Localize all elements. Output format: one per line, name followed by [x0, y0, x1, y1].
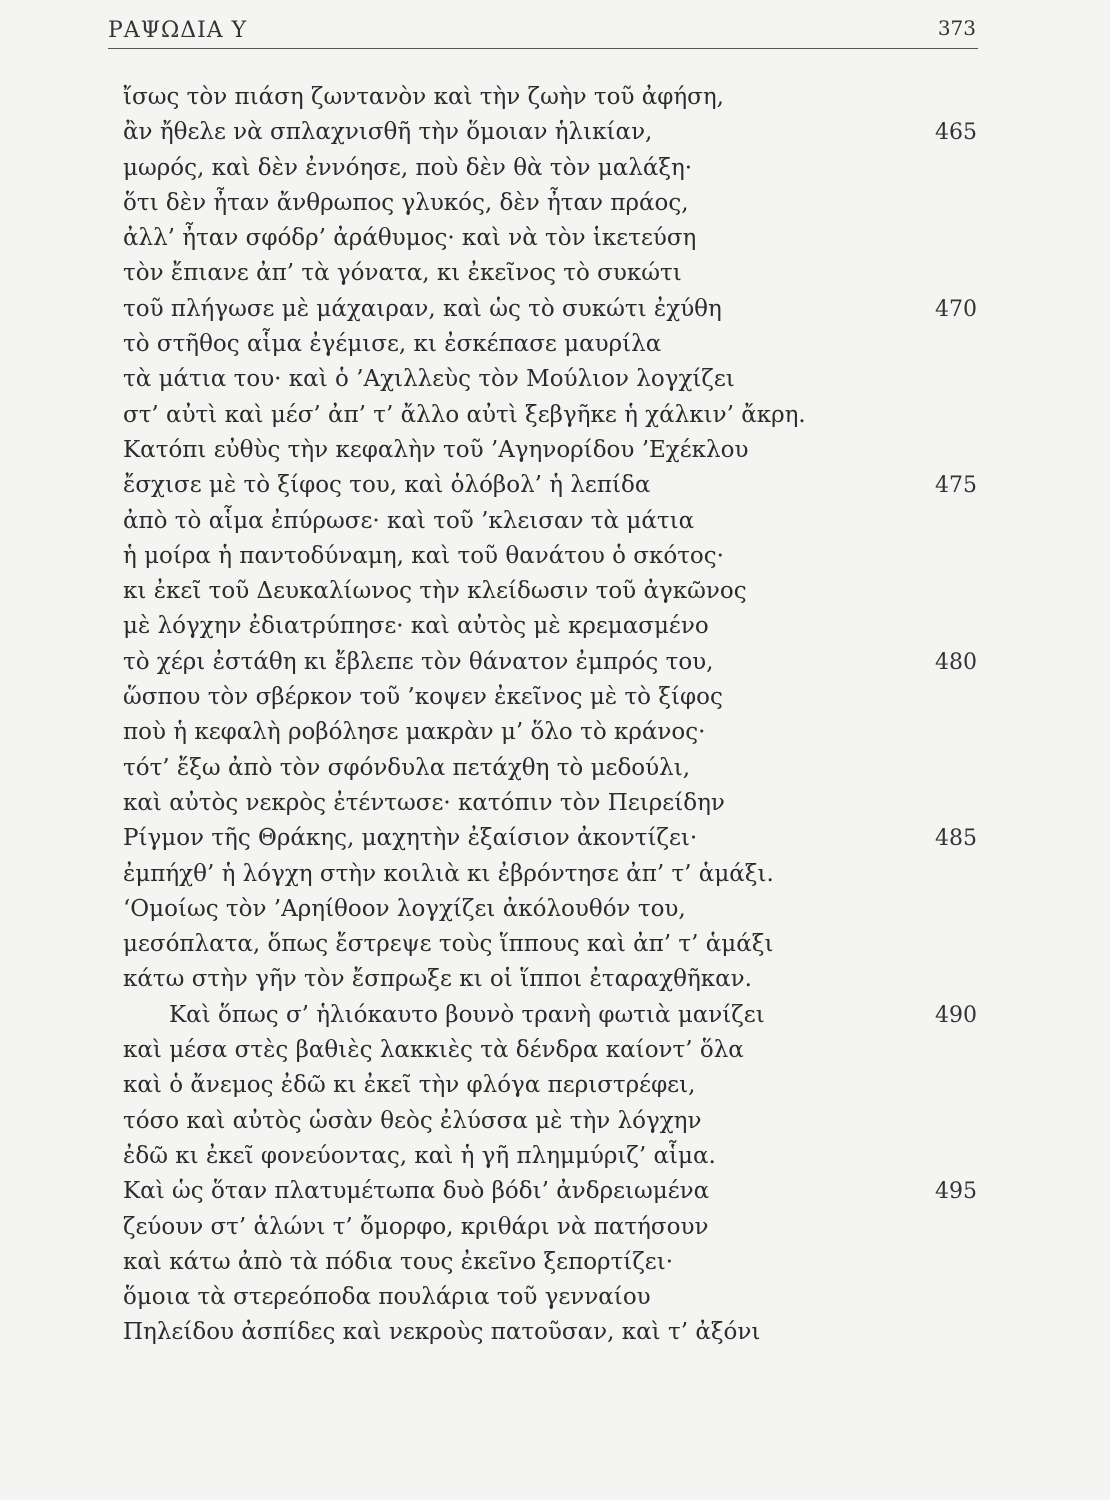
verse-line	[123, 1280, 983, 1315]
verse-line	[123, 609, 983, 644]
verse-text: ἀπὸ τὸ αἷμα ἐπύρωσε· καὶ τοῦ ’κλεισαν τὰ μάτια	[123, 507, 695, 534]
verse-text: Κατόπι εὐθὺς τὴν κεφαλὴν τοῦ ’Αγηνορίδου ’Εχέκλου	[123, 436, 749, 463]
verse-line	[123, 1210, 983, 1245]
verse-text: τοῦ πλήγωσε μὲ μάχαιραν, καὶ ὡς τὸ συκώτι ἐχύθη	[123, 295, 722, 322]
verse-line	[123, 1068, 983, 1103]
verse-text: καὶ μέσα στὲς βαθιὲς λακκιὲς τὰ δένδρα καίοντ’ ὅλα	[123, 1037, 744, 1064]
verse-line	[123, 221, 983, 256]
verse-line	[123, 786, 983, 821]
verse-text: ἡ μοίρα ἡ παντοδύναμη, καὶ τοῦ θανάτου ὁ σκότος·	[123, 542, 724, 569]
line-number: 465	[935, 120, 977, 146]
verse-text: ἀλλ’ ἦταν σφόδρ’ ἀράθυμος· καὶ νὰ τὸν ἱκετεύση	[123, 225, 697, 252]
verse-text: μεσόπλατα, ὅπως ἔστρεψε τοὺς ἵππους καὶ ἀπ’ τ’ ἁμάξι	[123, 931, 774, 958]
verse-line	[123, 927, 983, 962]
verse-line	[123, 292, 983, 327]
verse-text: ἔσχισε μὲ τὸ ξίφος του, καὶ ὁλόβολ’ ἡ λεπίδα	[123, 472, 651, 499]
verse-text: ἐμπήχθ’ ἡ λόγχη στὴν κοιλιὰ κι ἐβρόντησε ἀπ’ τ’ ἁμάξι.	[123, 860, 774, 887]
verse-text: ἐδῶ κι ἐκεῖ φονεύοντας, καὶ ἡ γῆ πλημμύριζ’ αἷμα.	[123, 1142, 716, 1169]
verse-text: ποὺ ἡ κεφαλὴ ροβόλησε μακρὰν μ’ ὅλο τὸ κράνος·	[123, 719, 706, 746]
verse-line	[123, 433, 983, 468]
verse-line	[123, 1174, 983, 1209]
verse-line	[123, 539, 983, 574]
verse-line	[123, 398, 983, 433]
verse-text: καὶ αὐτὸς νεκρὸς ἐτέντωσε· κατόπιν τὸν Πειρείδην	[123, 789, 725, 816]
verse-text: Ρίγμον τῆς Θράκης, μαχητὴν ἐξαίσιον ἀκοντίζει·	[123, 825, 698, 852]
verse-line	[123, 327, 983, 362]
verse-text: ἂν ἤθελε νὰ σπλαχνισθῆ τὴν ὅμοιαν ἡλικίαν,	[123, 119, 653, 146]
verse-text: Καὶ ὡς ὅταν πλατυμέτωπα δυὸ βόδι’ ἀνδρειωμένα	[123, 1178, 710, 1205]
verse-line	[123, 998, 983, 1033]
verse-text: ἴσως τὸν πιάση ζωντανὸν καὶ τὴν ζωὴν τοῦ ἀφήση,	[123, 84, 724, 110]
verse-text: καὶ κάτω ἀπὸ τὰ πόδια τους ἐκεῖνο ξεπορτίζει·	[123, 1248, 674, 1275]
verse-text: ‘Ομοίως τὸν ’Αρηίθοον λογχίζει ἀκόλουθόν του,	[123, 895, 686, 922]
verse-block	[123, 80, 983, 1351]
verse-line	[123, 1139, 983, 1174]
line-number: 485	[935, 826, 977, 852]
verse-text: μὲ λόγχην ἐδιατρύπησε· καὶ αὐτὸς μὲ κρεμασμένο	[123, 613, 709, 640]
verse-line	[123, 715, 983, 750]
verse-line	[123, 857, 983, 892]
verse-text: τὸ στῆθος αἷμα ἐγέμισε, κι ἐσκέπασε μαυρίλα	[123, 331, 662, 358]
page-number: 373	[937, 16, 976, 40]
verse-text: Πηλείδου ἀσπίδες καὶ νεκροὺς πατοῦσαν, καὶ τ’ ἀξόνι	[123, 1319, 761, 1346]
verse-text: στ’ αὐτὶ καὶ μέσ’ ἀπ’ τ’ ἄλλο αὐτὶ ξεβγῆκε ἡ χάλκιν’ ἄκρη.	[123, 401, 806, 428]
verse-text: ὥσπου τὸν σβέρκον τοῦ ’κοψεν ἐκεῖνος μὲ τὸ ξίφος	[123, 684, 723, 711]
verse-text: κι ἐκεῖ τοῦ Δευκαλίωνος τὴν κλείδωσιν τοῦ ἀγκῶνος	[123, 578, 747, 605]
verse-text: κάτω στὴν γῆν τὸν ἔσπρωξε κι οἱ ἵπποι ἐταραχθῆκαν.	[123, 966, 752, 993]
line-number: 475	[935, 473, 977, 499]
verse-text: ὅτι δὲν ἦταν ἄνθρωπος γλυκός, δὲν ἦταν πράος,	[123, 189, 689, 216]
verse-line	[123, 362, 983, 397]
verse-text: τὸν ἔπιανε ἀπ’ τὰ γόνατα, κι ἐκεῖνος τὸ συκώτι	[123, 260, 682, 287]
verse-text: τότ’ ἔξω ἀπὸ τὸν σφόνδυλα πετάχθη τὸ μεδούλι,	[123, 754, 691, 781]
verse-text: Καὶ ὅπως σ’ ἡλιόκαυτο βουνὸ τρανὴ φωτιὰ μανίζει	[169, 1001, 765, 1028]
verse-line	[123, 186, 983, 221]
line-number: 490	[935, 1002, 977, 1028]
verse-line	[123, 821, 983, 856]
verse-text: μωρός, καὶ δὲν ἐννόησε, ποὺ δὲν θὰ τὸν μαλάξη·	[123, 154, 693, 181]
verse-line	[123, 468, 983, 503]
verse-line	[123, 504, 983, 539]
verse-line	[123, 256, 983, 291]
verse-text: ὅμοια τὰ στερεόποδα πουλάρια τοῦ γενναίου	[123, 1284, 651, 1311]
verse-text: ζεύουν στ’ ἁλώνι τ’ ὄμορφο, κριθάρι νὰ πατήσουν	[123, 1213, 709, 1240]
verse-line	[123, 1033, 983, 1068]
verse-text: καὶ ὁ ἄνεμος ἐδῶ κι ἐκεῖ τὴν φλόγα περιστρέφει,	[123, 1072, 696, 1099]
verse-line	[123, 1104, 983, 1139]
line-number: 480	[935, 649, 977, 675]
verse-text: τὸ χέρι ἐστάθη κι ἔβλεπε τὸν θάνατον ἐμπρός του,	[123, 648, 714, 675]
running-head	[108, 14, 978, 49]
verse-text: τὰ μάτια του· καὶ ὁ ’Αχιλλεὺς τὸν Μούλιον λογχίζει	[123, 366, 735, 393]
line-number: 495	[935, 1179, 977, 1205]
verse-line	[123, 751, 983, 786]
verse-line	[123, 574, 983, 609]
verse-line	[123, 892, 983, 927]
verse-line	[123, 1245, 983, 1280]
verse-line	[123, 151, 983, 186]
verse-text: τόσο καὶ αὐτὸς ὡσὰν θεὸς ἐλύσσα μὲ τὴν λόγχην	[123, 1107, 702, 1134]
verse-line	[123, 645, 983, 680]
verse-line	[123, 962, 983, 997]
verse-line	[123, 80, 983, 115]
line-number: 470	[935, 296, 977, 322]
chapter-title: ΡΑΨΩΔΙΑ Υ	[108, 18, 248, 43]
verse-line	[123, 115, 983, 150]
verse-line	[123, 680, 983, 715]
verse-line	[123, 1315, 983, 1350]
